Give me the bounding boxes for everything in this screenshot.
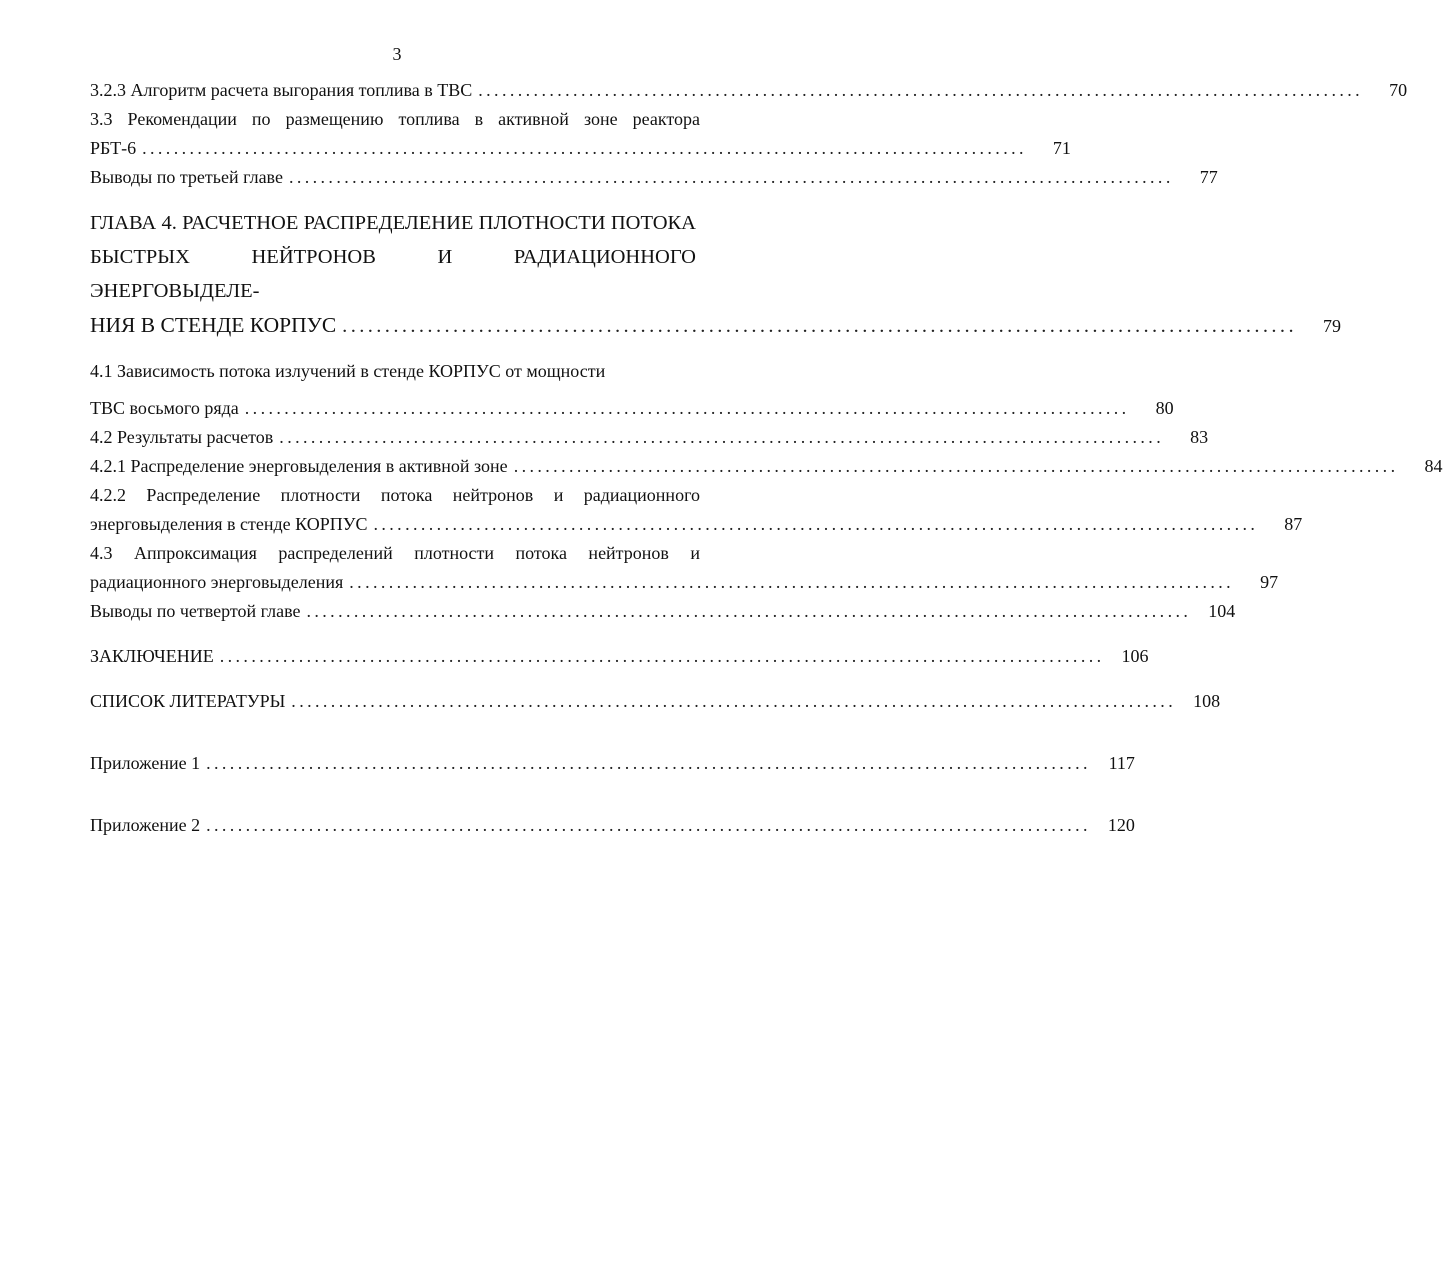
- toc-entry-title-line1: 4.1 Зависимость потока излучений в стенде КОРПУС от мощности: [90, 361, 606, 381]
- leader-dots: ................................................................................................................: [206, 815, 1091, 835]
- toc-entry-3-3: [90, 105, 1071, 163]
- toc-entry-appendix-1: [90, 749, 1135, 778]
- leader-dots: ................................................................................................................: [288, 167, 1174, 187]
- toc-entry-title-line1: 3.3 Рекомендации по размещению топлива в активной зоне реактора: [90, 109, 700, 129]
- toc-entry-title-line2: РБТ-6: [90, 138, 137, 158]
- toc-entry-title: Приложение 1: [90, 753, 201, 773]
- toc-entry-page: 108: [1193, 691, 1221, 711]
- leader-dots: ................................................................................................................: [306, 601, 1192, 621]
- toc-entry-chapter3-conclusions: [90, 163, 1218, 192]
- toc-entry-page: 106: [1121, 646, 1149, 666]
- toc-entry-4-2-2: [90, 481, 1303, 539]
- toc-entry-page: 120: [1107, 815, 1135, 835]
- toc-entry-chapter4-conclusions: [90, 597, 1236, 626]
- toc-entry-title-line3: НИЯ В СТЕНДЕ КОРПУС: [90, 313, 337, 337]
- toc-entry-page: 79: [1322, 316, 1341, 336]
- leader-dots: ................................................................................................................: [244, 398, 1130, 418]
- toc-entry-page: 104: [1208, 601, 1236, 621]
- toc-entry-title: Выводы по четвертой главе: [90, 601, 301, 621]
- toc-entry-appendix-2: [90, 811, 1135, 840]
- leader-dots: ................................................................................................................: [478, 80, 1364, 100]
- toc-entry-title: 4.2 Результаты расчетов: [90, 427, 274, 447]
- leader-dots: ................................................................................................................: [206, 753, 1091, 773]
- toc-entry-conclusion: [90, 642, 1149, 671]
- leader-dots: ................................................................................................................: [142, 138, 1027, 158]
- toc-entry-chapter4: [90, 206, 1341, 343]
- toc-entry-page: 87: [1284, 514, 1303, 534]
- toc-entry-page: 80: [1155, 398, 1174, 418]
- toc-entry-title: 4.2.1 Распределение энерговыделения в активной зоне: [90, 456, 508, 476]
- toc-entry-page: 71: [1052, 138, 1071, 158]
- toc-entry-title-line2: ТВС восьмого ряда: [90, 398, 239, 418]
- toc-entry-page: 77: [1199, 167, 1218, 187]
- leader-dots: ................................................................................................................: [219, 646, 1105, 666]
- toc-entry-4-2: [90, 423, 1209, 452]
- toc-entry-title-line2: радиационного энерговыделения: [90, 572, 344, 592]
- toc-entry-3-2-3: [90, 76, 1408, 105]
- toc-entry-title: 3.2.3 Алгоритм расчета выгорания топлива в ТВС: [90, 80, 473, 100]
- toc-entry-page: 97: [1260, 572, 1279, 592]
- toc-entry-4-3: [90, 539, 1279, 597]
- toc-entry-title: Выводы по третьей главе: [90, 167, 283, 187]
- toc-entry-title-line2: БЫСТРЫХ НЕЙТРОНОВ И РАДИАЦИОННОГО ЭНЕРГОВЫДЕЛЕ-: [90, 246, 696, 302]
- toc-entry-page: 117: [1108, 753, 1135, 773]
- toc-entry-title-line1: 4.2.2 Распределение плотности потока нейтронов и радиационного: [90, 485, 700, 505]
- toc-entry-title-line2: энерговыделения в стенде КОРПУС: [90, 514, 368, 534]
- toc-entry-4-2-1: [90, 452, 1443, 481]
- toc-entry-4-1: [90, 357, 1174, 423]
- toc-entry-title: СПИСОК ЛИТЕРАТУРЫ: [90, 691, 286, 711]
- leader-dots: ................................................................................................................: [349, 572, 1235, 592]
- toc-entry-title: ЗАКЛЮЧЕНИЕ: [90, 646, 214, 666]
- toc-entry-references: [90, 687, 1221, 716]
- leader-dots: ................................................................................................................: [373, 514, 1259, 534]
- leader-dots: ................................................................................................................: [513, 456, 1399, 476]
- toc-entry-page: 84: [1424, 456, 1443, 476]
- table-of-contents: [90, 76, 1443, 840]
- leader-dots: ................................................................................................................: [279, 427, 1165, 447]
- page-number: 3: [392, 44, 402, 64]
- toc-entry-title-line1: 4.3 Аппроксимация распределений плотности потока нейтронов и: [90, 543, 700, 563]
- leader-dots: ................................................................................................................: [291, 691, 1177, 711]
- leader-dots: ................................................................................................................: [342, 315, 1297, 337]
- toc-entry-title: Приложение 2: [90, 815, 201, 835]
- toc-entry-title-line1: ГЛАВА 4. РАСЧЕТНОЕ РАСПРЕДЕЛЕНИЕ ПЛОТНОСТИ ПОТОКА: [90, 212, 696, 234]
- toc-entry-page: 83: [1190, 427, 1209, 447]
- toc-entry-page: 70: [1389, 80, 1408, 100]
